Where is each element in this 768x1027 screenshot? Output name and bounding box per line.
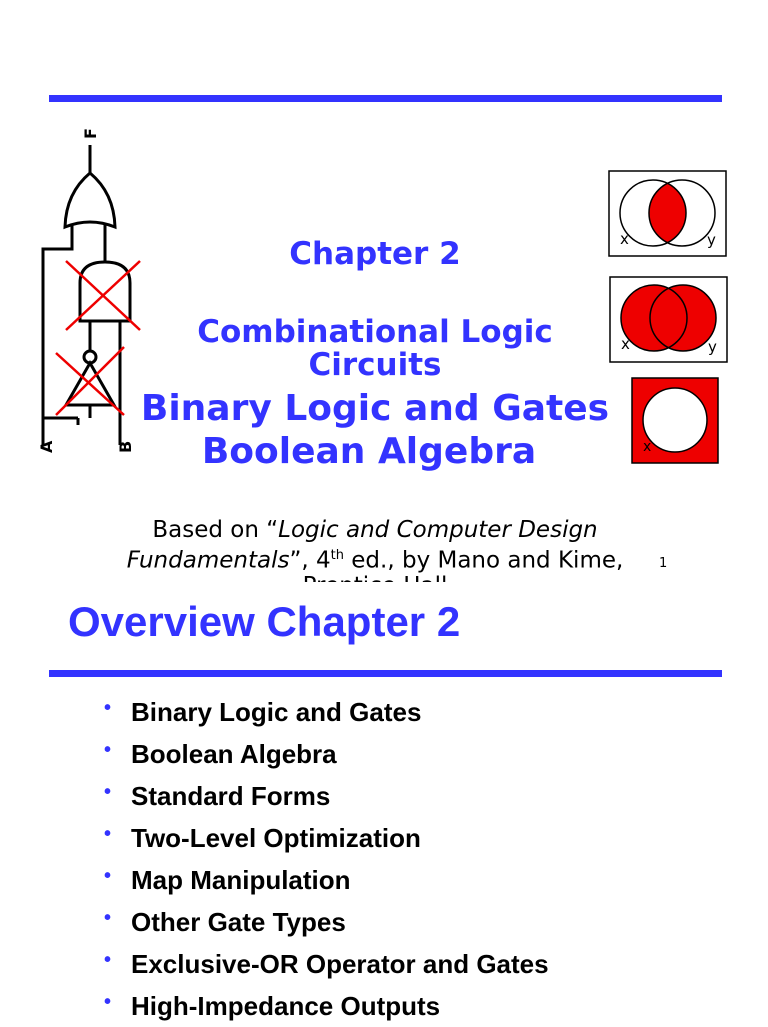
title-rule <box>49 670 722 677</box>
list-item <box>104 985 549 1027</box>
bullet-icon: • <box>104 865 112 887</box>
list-item <box>104 943 549 985</box>
topic-boolean-algebra: Boolean Algebra <box>201 431 537 472</box>
venn-complement <box>631 377 721 465</box>
output-f-label: F <box>81 128 100 139</box>
chapter-subtitle-line1: Combinational Logic <box>197 314 553 350</box>
list-item <box>104 859 549 901</box>
slide-title: Overview Chapter 2 <box>68 598 461 645</box>
bullet-icon: • <box>104 991 112 1013</box>
chapter-subtitle-line2: Circuits <box>308 347 442 383</box>
list-item <box>104 817 549 859</box>
credit-prefix: Based on “ <box>152 517 279 543</box>
venn-y-label: y <box>707 231 716 249</box>
list-item-text: Two-Level Optimization <box>131 823 421 853</box>
overview-list <box>104 691 549 1027</box>
overview-slide <box>0 582 768 1024</box>
bullet-icon: • <box>104 697 112 719</box>
credit-middle: ”, 4 <box>289 547 331 574</box>
input-a-label: A <box>37 440 56 453</box>
bullet-icon: • <box>104 781 112 803</box>
bullet-icon: • <box>104 949 112 971</box>
venn-x-label: x <box>621 335 630 353</box>
list-item <box>104 901 549 943</box>
list-item <box>104 775 549 817</box>
list-item-text: Standard Forms <box>131 781 331 811</box>
venn-x-label: x <box>620 230 629 248</box>
input-b-label: B <box>116 440 135 453</box>
venn-x-label: x <box>643 439 652 455</box>
topic-binary-logic: Binary Logic and Gates <box>140 388 610 429</box>
bullet-icon: • <box>104 739 112 761</box>
venn-union <box>609 276 729 364</box>
list-item-text: Exclusive-OR Operator and Gates <box>131 949 549 979</box>
list-item-text: High-Impedance Outputs <box>131 991 441 1021</box>
topics-box <box>120 388 610 478</box>
credit-box <box>100 518 650 582</box>
venn-intersection <box>608 170 728 258</box>
list-item-text: Map Manipulation <box>131 865 351 895</box>
header-rule <box>49 95 722 102</box>
venn-y-label: y <box>708 338 717 356</box>
list-item-text: Boolean Algebra <box>131 739 337 769</box>
list-item-text: Other Gate Types <box>131 907 346 937</box>
chapter-number: Chapter 2 <box>289 236 461 272</box>
list-item <box>104 691 549 733</box>
list-item-text: Binary Logic and Gates <box>131 697 422 727</box>
bullet-icon: • <box>104 823 112 845</box>
book-title: Logic and Computer Design Fundamentals <box>126 517 598 574</box>
edition-superscript: th <box>330 548 344 563</box>
page-number: 1 <box>659 556 668 571</box>
chapter-subtitle <box>160 316 590 382</box>
credit-suffix: ed., by Mano and Kime, <box>351 547 624 574</box>
list-item <box>104 733 549 775</box>
bullet-icon: • <box>104 907 112 929</box>
